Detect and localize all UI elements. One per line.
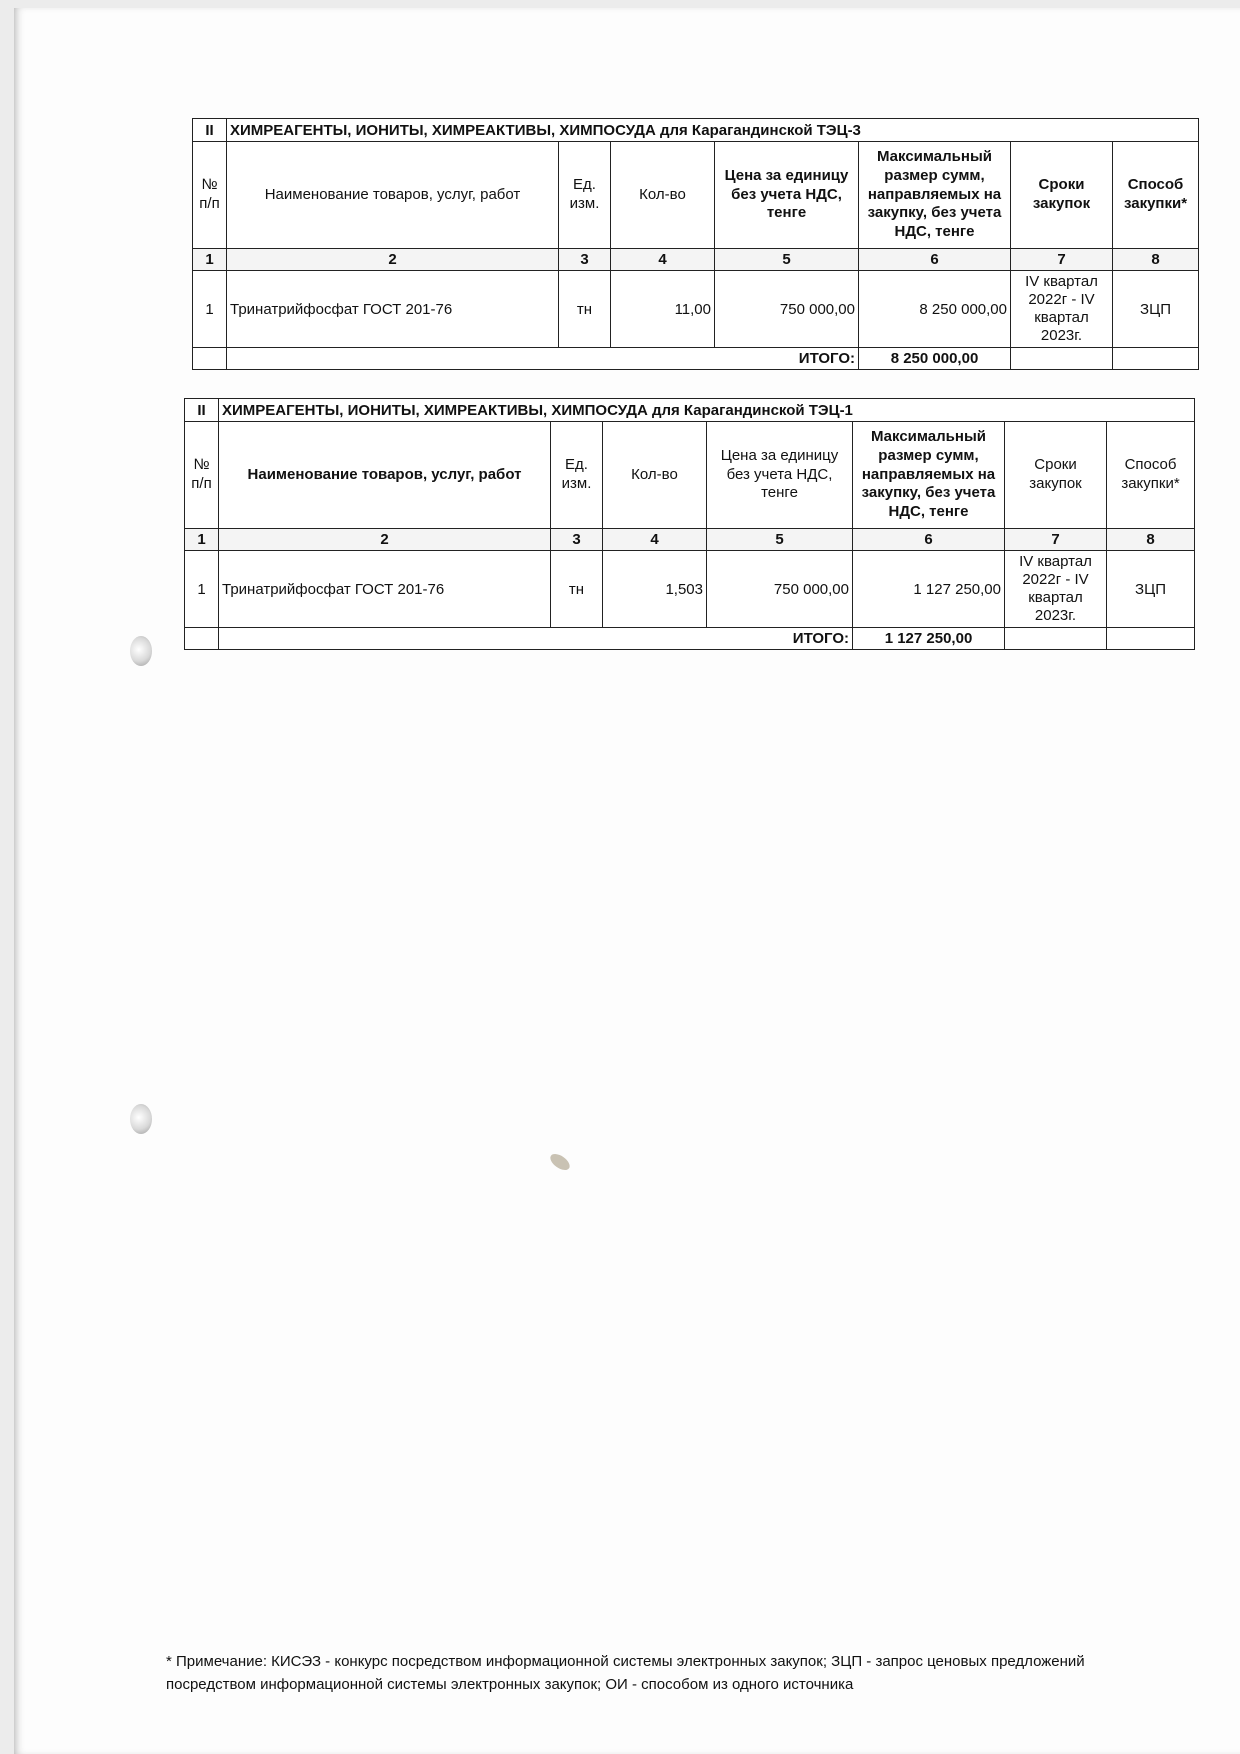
section-title: ХИМРЕАГЕНТЫ, ИОНИТЫ, ХИМРЕАКТИВЫ, ХИМПОСУДА для Карагандинской ТЭЦ-1 — [219, 399, 1195, 422]
empty-cell — [1011, 348, 1113, 370]
col-index: 5 — [707, 529, 853, 551]
col-index: 1 — [193, 249, 227, 271]
col-header-unit: Ед. изм. — [551, 422, 603, 529]
item-price: 750 000,00 — [707, 551, 853, 628]
column-index-row — [185, 529, 1195, 551]
col-index: 3 — [551, 529, 603, 551]
total-label: ИТОГО: — [227, 348, 859, 370]
col-index: 3 — [559, 249, 611, 271]
section-header-row — [185, 399, 1195, 422]
col-header-method: Способ закупки* — [1113, 142, 1199, 249]
col-header-name: Наименование товаров, услуг, работ — [219, 422, 551, 529]
col-header-qty: Кол-во — [611, 142, 715, 249]
empty-cell — [185, 628, 219, 650]
item-price: 750 000,00 — [715, 271, 859, 348]
section-number: II — [185, 399, 219, 422]
total-label: ИТОГО: — [219, 628, 853, 650]
col-index: 2 — [227, 249, 559, 271]
item-method: ЗЦП — [1107, 551, 1195, 628]
col-header-period: Сроки закупок — [1011, 142, 1113, 249]
row-num: 1 — [193, 271, 227, 348]
col-index: 1 — [185, 529, 219, 551]
col-index: 4 — [611, 249, 715, 271]
total-value: 1 127 250,00 — [853, 628, 1005, 650]
item-qty: 11,00 — [611, 271, 715, 348]
item-method: ЗЦП — [1113, 271, 1199, 348]
section-header-row — [193, 119, 1199, 142]
col-index: 4 — [603, 529, 707, 551]
col-header-max-sum: Максимальный размер сумм, направляемых на закупку, без учета НДС, тенге — [853, 422, 1005, 529]
col-header-num: № п/п — [185, 422, 219, 529]
total-row — [185, 628, 1195, 650]
column-header-row — [193, 142, 1199, 249]
column-index-row — [193, 249, 1199, 271]
col-header-max-sum: Максимальный размер сумм, направляемых на закупку, без учета НДС, тенге — [859, 142, 1011, 249]
total-value: 8 250 000,00 — [859, 348, 1011, 370]
procurement-table-tec3 — [192, 118, 1199, 370]
punch-hole — [130, 636, 152, 666]
empty-cell — [1107, 628, 1195, 650]
item-period: IV квартал 2022г - IV квартал 2023г. — [1005, 551, 1107, 628]
col-index: 8 — [1107, 529, 1195, 551]
col-index: 8 — [1113, 249, 1199, 271]
punch-hole — [130, 1104, 152, 1134]
empty-cell — [1113, 348, 1199, 370]
item-unit: тн — [559, 271, 611, 348]
empty-cell — [193, 348, 227, 370]
col-header-method: Способ закупки* — [1107, 422, 1195, 529]
section-title: ХИМРЕАГЕНТЫ, ИОНИТЫ, ХИМРЕАКТИВЫ, ХИМПОСУДА для Карагандинской ТЭЦ-3 — [227, 119, 1199, 142]
item-sum: 8 250 000,00 — [859, 271, 1011, 348]
item-sum: 1 127 250,00 — [853, 551, 1005, 628]
col-index: 6 — [853, 529, 1005, 551]
item-period: IV квартал 2022г - IV квартал 2023г. — [1011, 271, 1113, 348]
col-index: 2 — [219, 529, 551, 551]
table-row — [193, 271, 1199, 348]
col-header-name: Наименование товаров, услуг, работ — [227, 142, 559, 249]
col-index: 5 — [715, 249, 859, 271]
col-header-price: Цена за единицу без учета НДС, тенге — [707, 422, 853, 529]
col-header-num: № п/п — [193, 142, 227, 249]
total-row — [193, 348, 1199, 370]
col-header-price: Цена за единицу без учета НДС, тенге — [715, 142, 859, 249]
table-row — [185, 551, 1195, 628]
item-unit: тн — [551, 551, 603, 628]
item-qty: 1,503 — [603, 551, 707, 628]
footnote: * Примечание: КИСЭЗ - конкурс посредством информационной системы электронных закупок; ЗЦП - запрос ценовых предложений посредством информационной системы электронных закупок; ОИ - способом из одного источника — [166, 1653, 1085, 1694]
col-index: 7 — [1005, 529, 1107, 551]
col-header-unit: Ед. изм. — [559, 142, 611, 249]
paper-speck — [548, 1151, 573, 1173]
item-name: Тринатрийфосфат ГОСТ 201-76 — [227, 271, 559, 348]
procurement-table-tec1 — [184, 398, 1195, 650]
col-header-qty: Кол-во — [603, 422, 707, 529]
item-name: Тринатрийфосфат ГОСТ 201-76 — [219, 551, 551, 628]
col-index: 7 — [1011, 249, 1113, 271]
column-header-row — [185, 422, 1195, 529]
row-num: 1 — [185, 551, 219, 628]
col-index: 6 — [859, 249, 1011, 271]
empty-cell — [1005, 628, 1107, 650]
col-header-period: Сроки закупок — [1005, 422, 1107, 529]
section-number: II — [193, 119, 227, 142]
